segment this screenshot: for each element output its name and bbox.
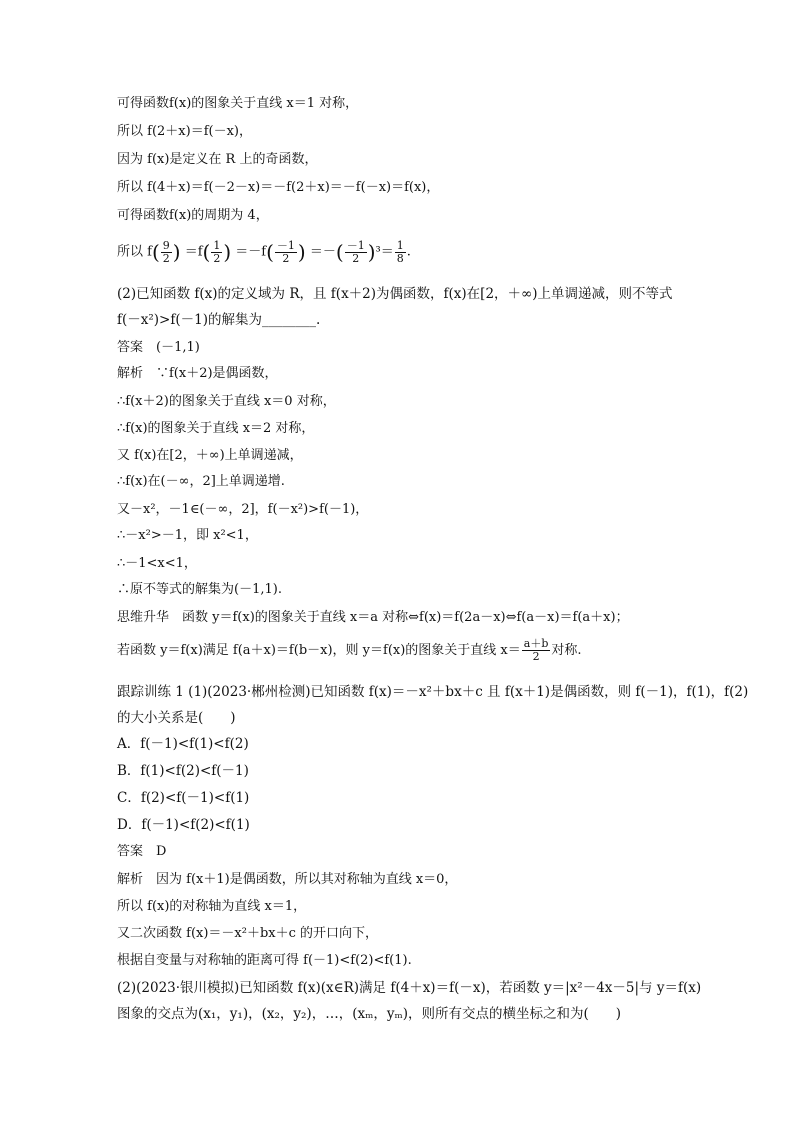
analysis-line-9: ∴原不等式的解集为(－1,1).	[117, 582, 282, 597]
analysis-line-4: 又 f(x)在[2，＋∞)上单调递减，	[117, 448, 303, 463]
solution-line-3: 因为 f(x)是定义在 R 上的奇函数，	[117, 152, 318, 167]
option-a: A．f(－1)<f(1)<f(2)	[117, 736, 249, 752]
fraction-a-plus-b-over-2: $\frac{a+b}{2}$	[523, 637, 549, 663]
solution-line-1: 可得函数f(x)的图象关于直线 x＝1 对称，	[117, 96, 359, 111]
practice-1-line-1: 跟踪训练 1 (1)(2023·郴州检测)已知函数 f(x)＝－x²＋bx＋c 且 f(x＋1)是偶函数，则 f(－1)，f(1)，f(2)	[117, 684, 749, 700]
fraction-neg-1-2: $\frac{-1}{2}$	[276, 238, 295, 265]
fraction-9-2: $\frac{9}{2}$	[162, 238, 170, 265]
formula-line-periodic: 所以 f( $\frac{9}{2}$ ) ＝f( $\frac{1}{2}$ ) ＝－f( $\frac{-1}{2}$ ) ＝－( $\frac{-1}{2}$ )³＝ $\frac{1}{8}$ .	[117, 238, 411, 265]
fraction-neg-1-2-cubed: $\frac{-1}{2}$	[346, 238, 365, 265]
option-b: B．f(1)<f(2)<f(－1)	[117, 763, 249, 779]
question-2-line-1: (2)已知函数 f(x)的定义域为 R，且 f(x＋2)为偶函数，f(x)在[2，＋∞)上单调递减，则不等式	[117, 286, 673, 302]
solution-line-5: 可得函数f(x)的周期为 4，	[117, 208, 269, 223]
fraction-1-8: $\frac{1}{8}$	[396, 238, 404, 265]
analysis-line-3: ∴f(x)的图象关于直线 x＝2 对称，	[117, 421, 315, 436]
analysis-line-2: ∴f(x＋2)的图象关于直线 x＝0 对称，	[117, 394, 336, 409]
analysis-line-8: ∴－1<x<1，	[117, 556, 197, 571]
solution-line-2: 所以 f(2＋x)＝f(－x)，	[117, 124, 252, 139]
analysis-2-line-4: 根据自变量与对称轴的距离可得 f(－1)<f(2)<f(1).	[117, 953, 412, 968]
analysis-2-line-1: 解析 因为 f(x＋1)是偶函数，所以其对称轴为直线 x＝0，	[117, 872, 458, 887]
formula-prefix: 所以 f	[117, 244, 152, 260]
practice-1-line-2: 的大小关系是( )	[117, 710, 236, 726]
thinking-upgrade-line-2: 若函数 y＝f(x)满足 f(a＋x)＝f(b－x)，则 y＝f(x)的图象关于直线 x＝ $\frac{a+b}{2}$ 对称.	[117, 637, 582, 663]
analysis-2-line-2: 所以 f(x)的对称轴为直线 x＝1，	[117, 899, 307, 914]
answer-label-2: 答案 D	[117, 844, 167, 859]
analysis-line-7: ∴－x²>－1，即 x²<1，	[117, 528, 258, 543]
practice-2-line-1: (2)(2023·银川模拟)已知函数 f(x)(x∈R)满足 f(4＋x)＝f(－x)，若函数 y＝|x²－4x－5|与 y＝f(x)	[117, 980, 702, 996]
option-c: C．f(2)<f(－1)<f(1)	[117, 790, 250, 806]
thinking-upgrade-line-1: 思维升华 函数 y＝f(x)的图象关于直线 x＝a 对称⇔f(x)＝f(2a－x)⇔f(a－x)＝f(a＋x)；	[117, 610, 629, 625]
analysis-line-1: 解析 ∵f(x＋2)是偶函数，	[117, 366, 278, 381]
analysis-line-6: 又－x²，－1∈(－∞，2]，f(－x²)>f(－1)，	[117, 502, 369, 517]
fraction-1-2: $\frac{1}{2}$	[213, 238, 221, 265]
solution-line-4: 所以 f(4＋x)＝f(－2－x)＝－f(2＋x)＝－f(－x)＝f(x)，	[117, 180, 440, 195]
practice-2-line-2: 图象的交点为(x₁，y₁)，(x₂，y₂)，…，(xₘ，yₘ)，则所有交点的横坐标之和为( )	[117, 1006, 622, 1022]
question-2-line-2: f(－x²)>f(－1)的解集为________.	[117, 312, 321, 328]
analysis-line-5: ∴f(x)在(－∞，2]上单调递增.	[117, 474, 285, 489]
answer-label-1: 答案 (－1,1)	[117, 340, 200, 355]
option-d: D．f(－1)<f(2)<f(1)	[117, 817, 250, 833]
analysis-2-line-3: 又二次函数 f(x)＝－x²＋bx＋c 的开口向下，	[117, 926, 379, 941]
